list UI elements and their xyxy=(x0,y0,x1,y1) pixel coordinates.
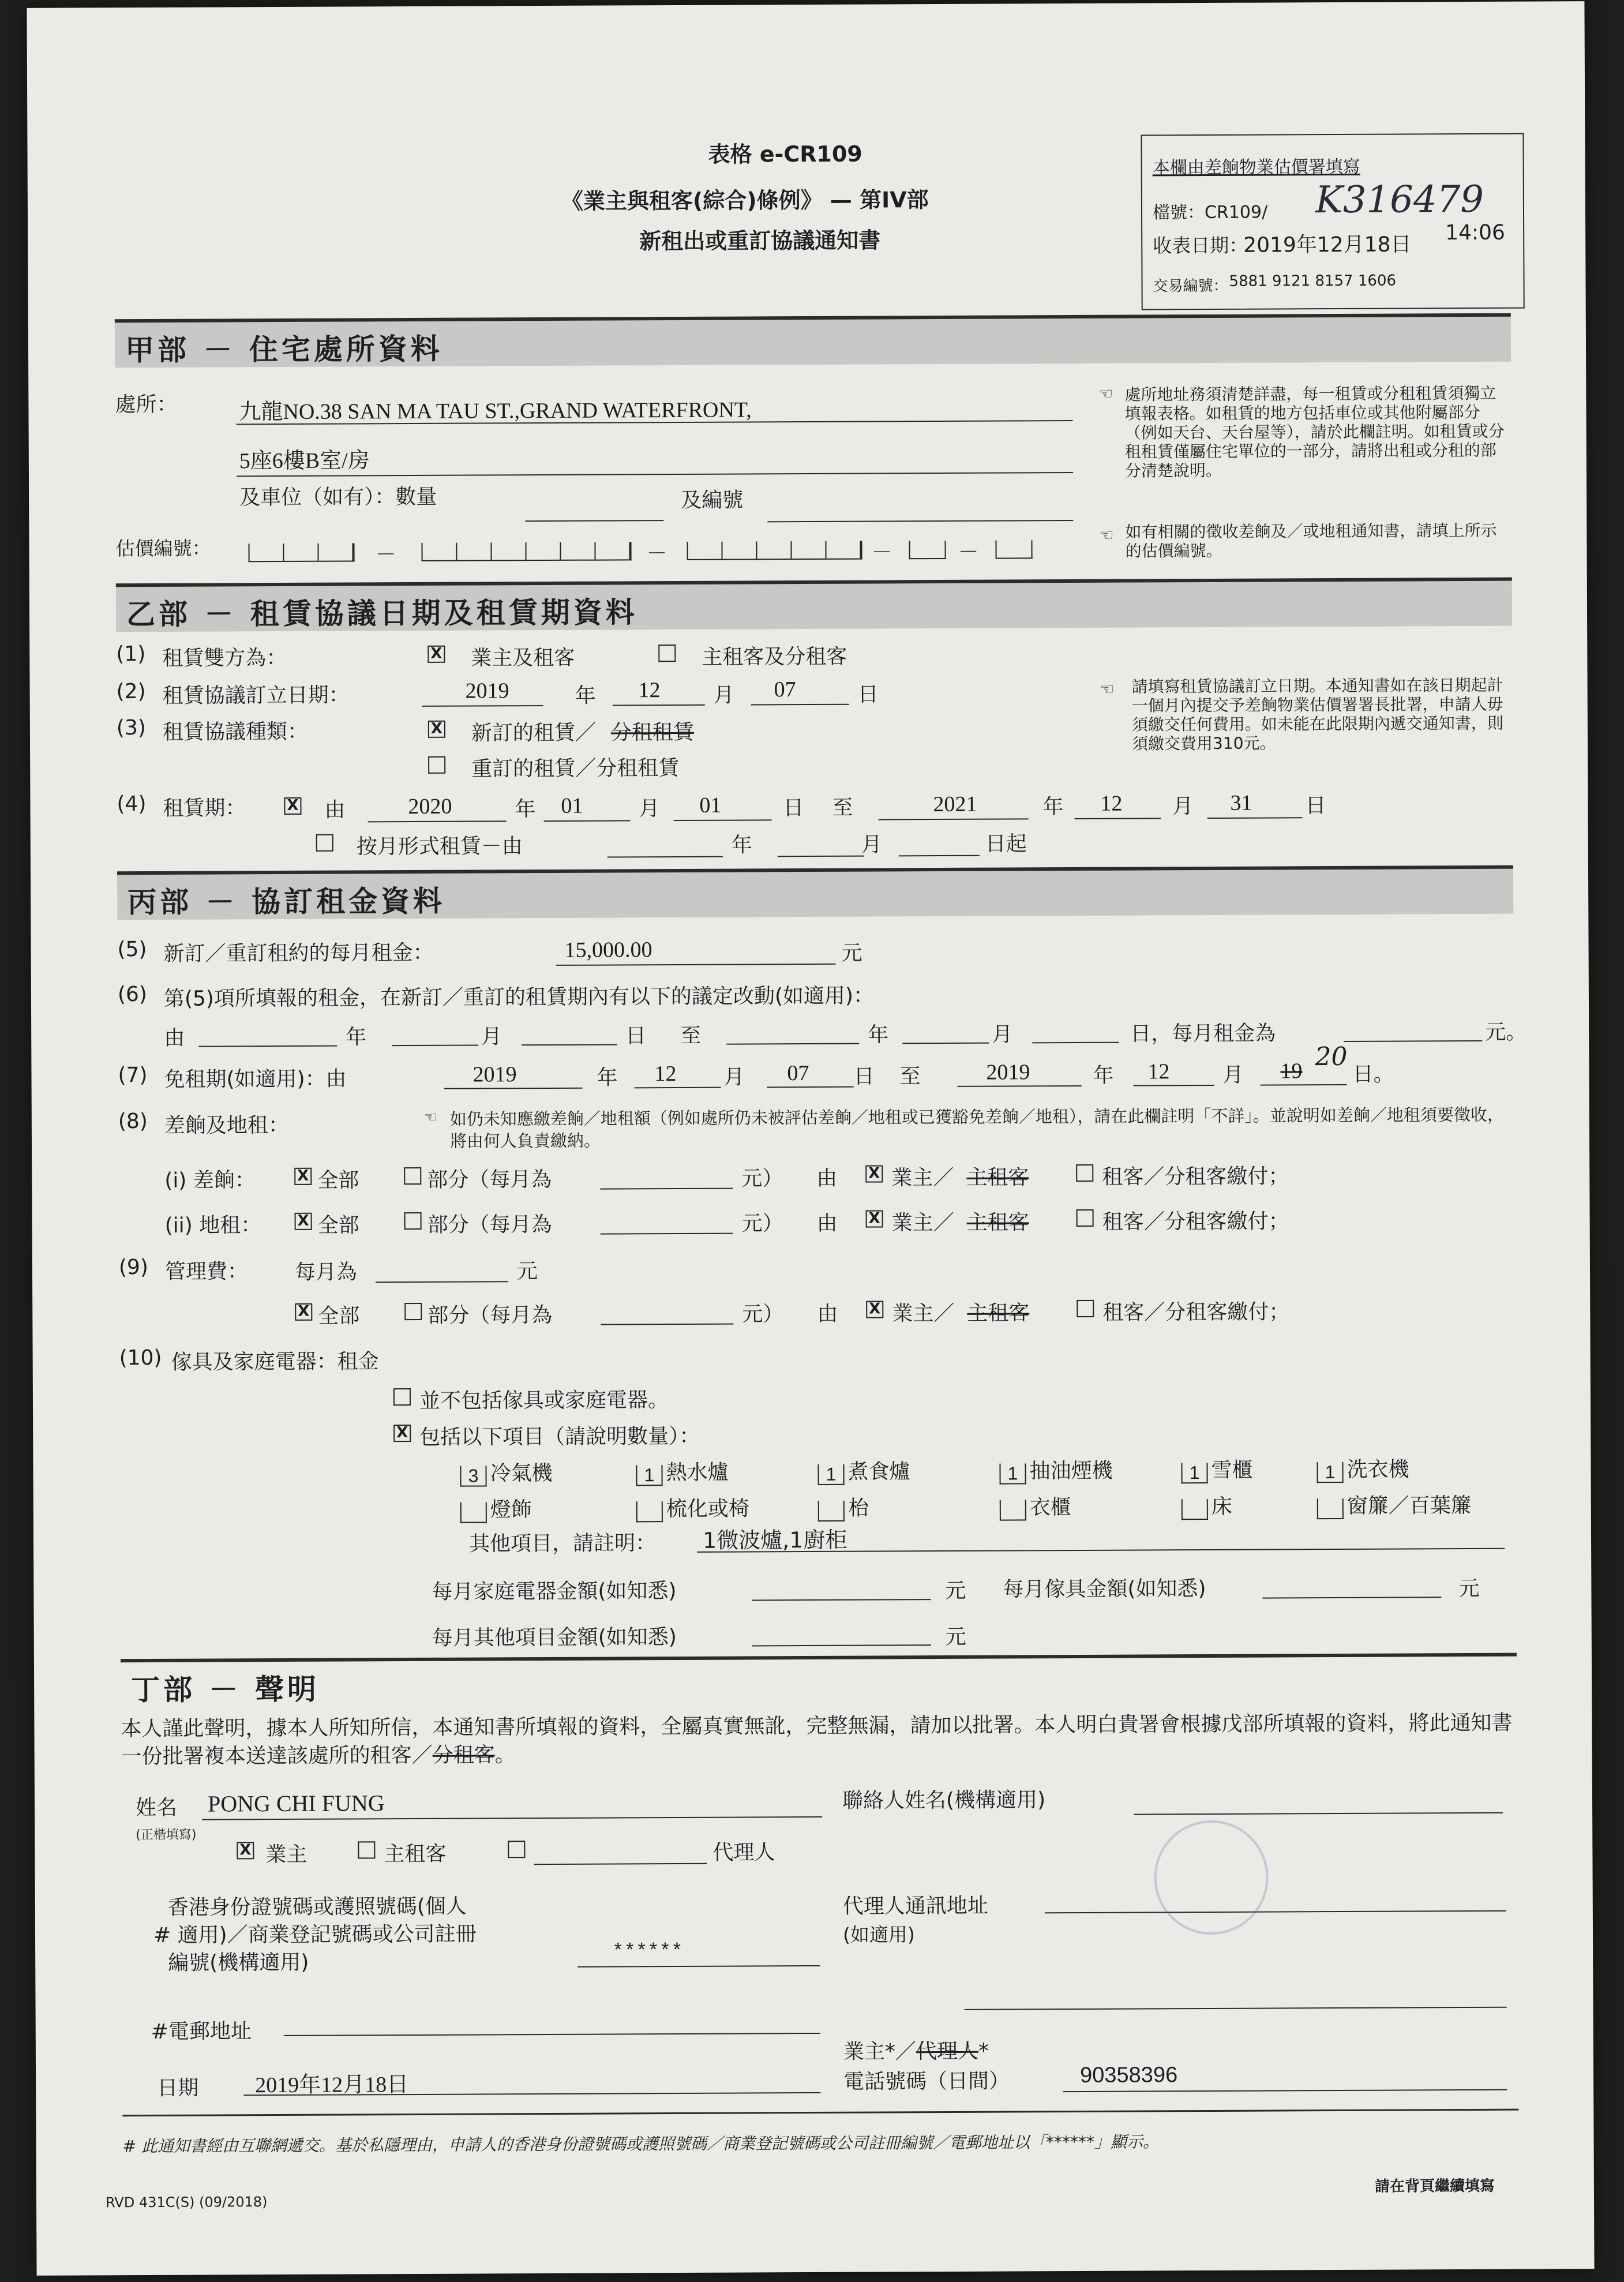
year-unit: 年 xyxy=(575,684,596,708)
q1-number: (1) xyxy=(116,642,146,666)
phone-role-label: 業主*／代理人* xyxy=(843,2039,989,2064)
ordinance-title: 《業主與租客(綜合)條例》 — 第IV部 xyxy=(561,187,929,214)
form-page xyxy=(27,1,1594,2276)
rates-full-checkbox[interactable]: X xyxy=(294,1168,312,1185)
furniture-qty-field[interactable]: 1 xyxy=(817,1464,844,1485)
rates-principal-struck: 主租客 xyxy=(966,1166,1029,1190)
rates-landlord-label: 業主／ xyxy=(891,1166,954,1190)
furniture-qty-field[interactable]: 3 xyxy=(460,1466,486,1486)
monthly-start-suffix: 日起 xyxy=(985,832,1027,856)
principal-subtenant-checkbox[interactable] xyxy=(658,644,676,662)
furniture-qty-field[interactable] xyxy=(1317,1498,1344,1519)
id-label-2: # 適用)／商業登記號碼或公司註冊 xyxy=(153,1922,477,1947)
appliance-unit: 元 xyxy=(945,1579,966,1603)
furniture-amount-field[interactable] xyxy=(1262,1597,1441,1598)
furniture-name: 洗衣機 xyxy=(1347,1457,1409,1482)
date-label: 日期 xyxy=(157,2076,199,2100)
grent-tenant-checkbox[interactable] xyxy=(1077,1209,1094,1227)
furniture-qty-field[interactable] xyxy=(818,1501,845,1522)
month-unit: 月 xyxy=(713,683,734,707)
grent-full-label: 全部 xyxy=(317,1213,359,1238)
rent-free-end-year[interactable]: 2019 xyxy=(986,1060,1030,1085)
monthly-tenancy-label: 按月形式租賃－由 xyxy=(356,834,523,859)
receipt-time: 14:06 xyxy=(1445,220,1506,245)
furniture-name: 冷氣機 xyxy=(490,1461,553,1486)
furniture-item xyxy=(460,1493,532,1523)
day-unit: 日 xyxy=(857,683,879,707)
furniture-item xyxy=(999,1455,1112,1485)
q3-option1b-struck: 分租租賃 xyxy=(610,720,695,745)
term-end-month[interactable]: 12 xyxy=(1100,791,1123,816)
address-line2[interactable]: 5座6樓B室/房 xyxy=(239,448,370,474)
furniture-item xyxy=(1000,1491,1071,1521)
mgmt-full-label: 全部 xyxy=(318,1304,360,1328)
mgmt-unit: 元 xyxy=(516,1260,538,1284)
rates-partial-unit: 元） xyxy=(741,1167,783,1191)
grent-partial-label: 部分（每月為 xyxy=(427,1212,552,1237)
furniture-item xyxy=(1181,1454,1252,1484)
furniture-qty-field[interactable]: 1 xyxy=(1317,1462,1343,1483)
term-end-day[interactable]: 31 xyxy=(1230,790,1252,815)
month-unit: 月 xyxy=(992,1022,1013,1047)
q2-label: 租賃協議訂立日期： xyxy=(162,683,350,708)
parking-number-label: 及編號 xyxy=(681,488,744,512)
form-title: 新租出或重訂協議通知書 xyxy=(639,227,881,254)
stamp-mark xyxy=(1154,1820,1269,1935)
id-label-1: 香港身份證號碼或護照號碼(個人 xyxy=(167,1894,467,1920)
furniture-qty-field[interactable] xyxy=(1182,1499,1208,1520)
phone-number[interactable]: 90358396 xyxy=(1079,2063,1178,2088)
other-amount-label: 每月其他項目金額(如知悉) xyxy=(432,1625,677,1650)
office-use-box xyxy=(1141,133,1524,310)
q7-number: (7) xyxy=(118,1063,148,1088)
q6-from-month[interactable] xyxy=(392,1045,478,1047)
rent-free-start-year[interactable]: 2019 xyxy=(472,1062,517,1087)
valuation-note: 如有相關的徵收差餉及／或地租通知書，請填上所示的估價編號。 xyxy=(1125,520,1497,561)
grent-by: 由 xyxy=(816,1211,838,1235)
q1-option2: 主租客及分租客 xyxy=(702,644,847,669)
month-unit: 月 xyxy=(723,1065,745,1089)
q10-label: 傢具及家庭電器：租金 xyxy=(171,1350,379,1374)
grent-landlord-label: 業主／ xyxy=(891,1211,954,1235)
no-furniture-checkbox[interactable] xyxy=(393,1388,411,1406)
rent-unit: 元 xyxy=(841,941,862,965)
other-items-value[interactable]: 1微波爐,1廚柜 xyxy=(702,1527,847,1553)
year-unit: 年 xyxy=(868,1023,889,1047)
year-unit: 年 xyxy=(1093,1063,1114,1088)
rent-free-start-month[interactable]: 12 xyxy=(654,1062,677,1086)
q7-label: 免租期(如適用)：由 xyxy=(164,1067,347,1092)
pointing-hand-icon: ☜ xyxy=(423,1108,438,1126)
term-start-day[interactable]: 01 xyxy=(699,793,722,818)
year-unit: 年 xyxy=(515,797,536,822)
appliance-amount-label: 每月家庭電器金額(如知悉) xyxy=(432,1579,677,1604)
mgmt-fee-field[interactable] xyxy=(376,1281,508,1283)
furniture-name: 熱水爐 xyxy=(666,1460,729,1485)
q9-label: 管理費： xyxy=(164,1260,249,1284)
furniture-qty-field[interactable] xyxy=(636,1501,663,1522)
furniture-name: 抽油煙機 xyxy=(1029,1459,1113,1483)
q6-from-day[interactable] xyxy=(522,1044,617,1046)
furniture-name: 煮食爐 xyxy=(847,1460,910,1484)
mgmt-partial-unit: 元） xyxy=(742,1302,784,1327)
grent-principal-struck: 主租客 xyxy=(966,1211,1029,1235)
furniture-item xyxy=(817,1455,910,1485)
name-label: 姓名 xyxy=(135,1796,178,1820)
rates-full-label: 全部 xyxy=(317,1168,359,1193)
q4-label: 租賃期： xyxy=(163,796,246,820)
part-a-header: 甲部 － 住宅處所資料 xyxy=(115,313,1511,368)
government-rent-label: (ii) 地租： xyxy=(164,1213,262,1238)
agent-address-field-2[interactable] xyxy=(965,2007,1507,2010)
furniture-item xyxy=(460,1457,552,1487)
mgmt-tenant-checkbox[interactable] xyxy=(1077,1300,1094,1317)
role-landlord-label: 業主 xyxy=(265,1842,307,1867)
furniture-item xyxy=(636,1492,749,1522)
q6-to: 至 xyxy=(680,1024,702,1048)
month-unit: 月 xyxy=(1222,1063,1244,1087)
q6-number: (6) xyxy=(117,983,147,1007)
grent-full-checkbox[interactable]: X xyxy=(295,1213,312,1230)
parking-qty-field[interactable] xyxy=(525,520,663,522)
file-number-label: 檔號：CR109/ xyxy=(1152,202,1268,223)
contact-person-label: 聯絡人姓名(機構適用) xyxy=(842,1788,1046,1813)
email-field[interactable] xyxy=(284,2033,820,2036)
q6-unit: 元。 xyxy=(1485,1020,1527,1044)
furniture-name: 枱 xyxy=(847,1496,869,1520)
part-c-header: 丙部 － 協訂租金資料 xyxy=(117,865,1513,920)
rates-partial-checkbox[interactable] xyxy=(404,1167,421,1185)
grent-partial-checkbox[interactable] xyxy=(404,1212,422,1230)
landlord-tenant-checkbox[interactable]: X xyxy=(427,646,445,663)
q6-to-day[interactable] xyxy=(1032,1042,1119,1044)
grent-tenant-label: 租客／分租客繳付； xyxy=(1102,1209,1289,1234)
rates-partial-field[interactable] xyxy=(600,1188,733,1190)
month-unit: 月 xyxy=(481,1025,502,1049)
furniture-amount-label: 每月傢具金額(如知悉) xyxy=(1003,1577,1206,1602)
address-line1[interactable]: 九龍NO.38 SAN MA TAU ST.,GRAND WATERFRONT, xyxy=(239,398,752,425)
role-other-checkbox[interactable] xyxy=(508,1841,525,1858)
q6-rent-label: 日，每月租金為 xyxy=(1130,1021,1276,1046)
rates-landlord-checkbox[interactable]: X xyxy=(865,1165,883,1182)
id-number[interactable]: ****** xyxy=(612,1940,683,1964)
transaction-label: 交易編號： xyxy=(1153,277,1228,295)
monthly-month-field[interactable] xyxy=(778,856,864,857)
year-unit: 年 xyxy=(731,833,752,857)
q5-number: (5) xyxy=(117,938,147,962)
q1-label: 租賃雙方為： xyxy=(162,646,287,670)
form-code: RVD 431C(S) (09/2018) xyxy=(105,2194,268,2211)
address-note: 處所地址務須清楚詳盡，每一租賃或分租租賃須獨立填報表格。如租賃的地方包括車位或其他附屬部分（例如天台、天台屋等），請於此欄註明。如租賃或分租租賃僅屬住宅單位的一部分，請將出租或分租的部分清楚說明。 xyxy=(1124,383,1505,481)
mgmt-by: 由 xyxy=(817,1302,838,1326)
q8-number: (8) xyxy=(118,1110,148,1134)
q6-rent-field[interactable] xyxy=(1344,1040,1482,1042)
agreement-date-note: 請填寫租賃協議訂立日期。本通知書如在該日期起計一個月內提交予差餉物業估價署署長批署，申請人毋須繳交任何費用。如未能在此限期內遞交通知書，則須繳交費用310元。 xyxy=(1131,675,1503,754)
mgmt-partial-checkbox[interactable] xyxy=(404,1303,422,1320)
grent-partial-unit: 元） xyxy=(741,1212,783,1236)
furniture-name: 衣櫃 xyxy=(1029,1496,1071,1520)
furniture-name: 窗簾／百葉簾 xyxy=(1347,1494,1472,1518)
mgmt-principal-struck: 主租客 xyxy=(967,1301,1030,1325)
mgmt-partial-field[interactable] xyxy=(601,1324,733,1325)
q3-number: (3) xyxy=(116,716,146,740)
receipt-date-label: 收表日期： xyxy=(1153,234,1248,257)
role-principal-label: 主租客 xyxy=(384,1842,447,1867)
monthly-day-field[interactable] xyxy=(899,855,980,857)
part-d-header: 丁部 － 聲明 xyxy=(121,1653,1517,1708)
no-furniture-label: 並不包括傢具或家庭電器。 xyxy=(419,1388,669,1413)
declarant-name[interactable]: PONG CHI FUNG xyxy=(207,1790,385,1817)
q8-note: 如仍未知應繳差餉／地租額（例如處所仍未被評估差餉／地租或已獲豁免差餉／地租），請在此欄註明「不詳」。並說明如差餉／地租須要徵收，將由何人負責繳納。 xyxy=(449,1104,1504,1151)
rent-free-end-day[interactable]: 20 xyxy=(1315,1041,1348,1072)
mgmt-full-checkbox[interactable]: X xyxy=(295,1303,312,1321)
year-unit: 年 xyxy=(597,1066,618,1090)
q4-number: (4) xyxy=(117,792,147,816)
q6-from: 由 xyxy=(164,1026,185,1050)
agreement-month[interactable]: 12 xyxy=(638,678,661,703)
term-from: 由 xyxy=(324,798,346,822)
phone-label: 電話號碼（日間） xyxy=(843,2069,1010,2094)
month-unit: 月 xyxy=(1172,795,1194,819)
q3-option2: 重訂的租賃／分租租賃 xyxy=(471,756,680,781)
name-hint: (正楷填寫) xyxy=(136,1827,197,1843)
q7-to: 至 xyxy=(899,1065,921,1089)
q8-label: 差餉及地租： xyxy=(164,1113,289,1138)
mgmt-landlord-label: 業主／ xyxy=(892,1301,955,1326)
q6-to-month[interactable] xyxy=(902,1043,989,1044)
furniture-name: 燈飾 xyxy=(490,1498,532,1522)
year-unit: 年 xyxy=(346,1025,367,1050)
role-principal-checkbox[interactable] xyxy=(358,1841,375,1858)
furniture-qty-field[interactable] xyxy=(1000,1500,1026,1520)
role-agent-label: 代理人 xyxy=(712,1841,775,1865)
office-box-caption: 本欄由差餉物業估價署填寫 xyxy=(1152,156,1360,178)
mgmt-landlord-checkbox[interactable]: X xyxy=(866,1301,883,1318)
q5-label: 新訂／重訂租約的每月租金： xyxy=(163,940,434,966)
monthly-tenancy-checkbox[interactable] xyxy=(316,834,333,852)
year-unit: 年 xyxy=(1042,795,1064,819)
valuation-label: 估價編號： xyxy=(115,537,211,560)
furniture-item xyxy=(636,1456,728,1486)
furniture-name: 床 xyxy=(1211,1494,1232,1519)
with-furniture-checkbox[interactable]: X xyxy=(393,1425,411,1442)
continue-overleaf: 請在背頁繼續填寫 xyxy=(1374,2177,1495,2195)
rent-free-start-day[interactable]: 07 xyxy=(787,1061,809,1086)
rates-partial-label: 部分（每月為 xyxy=(427,1167,552,1192)
q3-label: 租賃協議種類： xyxy=(162,720,309,744)
agent-address-field[interactable] xyxy=(1045,1910,1506,1913)
monthly-year-field[interactable] xyxy=(607,856,723,858)
agreement-year[interactable]: 2019 xyxy=(465,679,509,703)
rates-by: 由 xyxy=(816,1166,838,1190)
day-unit: 日 xyxy=(783,796,804,820)
furniture-item xyxy=(1317,1489,1472,1519)
fixed-term-checkbox[interactable]: X xyxy=(284,797,301,815)
q6-label: 第(5)項所填報的租金，在新訂／重訂的租賃期內有以下的議定改動(如適用)： xyxy=(163,984,875,1011)
email-label: #電郵地址 xyxy=(151,2019,252,2044)
agent-address-hint: (如適用) xyxy=(842,1923,915,1946)
privacy-note: # 此通知書經由互聯網遞交。基於私隱理由，申請人的香港身份證號碼或護照號碼／商業登記號碼或公司註冊編號／電郵地址以「******」顯示。 xyxy=(122,2132,1160,2156)
day-unit: 日 xyxy=(625,1024,647,1048)
contact-person-field[interactable] xyxy=(1134,1812,1503,1815)
pointing-hand-icon: ☜ xyxy=(1100,679,1115,699)
furniture-qty-field[interactable]: 1 xyxy=(636,1465,662,1486)
q9-number: (9) xyxy=(118,1256,149,1280)
term-to: 至 xyxy=(832,796,853,820)
grent-landlord-checkbox[interactable]: X xyxy=(866,1210,883,1227)
day-unit: 日 xyxy=(1305,794,1326,818)
grent-partial-field[interactable] xyxy=(601,1233,733,1235)
pointing-hand-icon: ☜ xyxy=(1099,525,1114,545)
furniture-item xyxy=(1317,1453,1409,1483)
role-landlord-checkbox[interactable]: X xyxy=(237,1842,254,1859)
file-number: K316479 xyxy=(1315,178,1484,222)
q6-to-year[interactable] xyxy=(726,1043,859,1045)
declaration-text: 本人謹此聲明，據本人所知所信，本通知書所填報的資料，全屬真實無訛，完整無漏，請加以批署。本人明白貴署會根據戊部所填報的資料，將此通知書一份批署複本送達該處所的租客／分租客。 xyxy=(121,1711,1513,1769)
q1-option1: 業主及租客 xyxy=(471,646,575,670)
other-unit: 元 xyxy=(945,1625,966,1649)
rent-free-end-month[interactable]: 12 xyxy=(1147,1059,1170,1084)
q10-number: (10) xyxy=(119,1346,162,1370)
mgmt-partial-label: 部分（每月為 xyxy=(427,1303,553,1328)
rates-tenant-label: 租客／分租客繳付； xyxy=(1102,1164,1289,1189)
receipt-date: 2019年12月18日 xyxy=(1243,233,1412,257)
furniture-qty-field[interactable]: 1 xyxy=(999,1463,1026,1484)
furniture-name: 梳化或椅 xyxy=(666,1497,749,1522)
q6-from-year[interactable] xyxy=(198,1046,337,1047)
furniture-item xyxy=(1182,1490,1232,1520)
appliance-amount-field[interactable] xyxy=(752,1599,931,1601)
id-label-3: 編號(機構適用) xyxy=(168,1950,309,1975)
role-other-field[interactable] xyxy=(534,1863,707,1865)
furniture-qty-field[interactable]: 1 xyxy=(1181,1463,1207,1483)
rent-free-end-day-struck: 19 xyxy=(1280,1059,1303,1084)
q7-suffix: 日。 xyxy=(1352,1062,1394,1086)
agreement-day[interactable]: 07 xyxy=(774,677,796,702)
month-unit: 月 xyxy=(861,833,882,857)
with-furniture-label: 包括以下項目（請說明數量）： xyxy=(419,1424,700,1449)
other-items-label: 其他項目，請註明： xyxy=(468,1531,657,1556)
valuation-number-field[interactable]: － － － － xyxy=(27,1,1584,8)
other-amount-field[interactable] xyxy=(752,1644,931,1646)
furniture-qty-field[interactable] xyxy=(460,1502,487,1523)
agent-address-label: 代理人通訊地址 xyxy=(842,1894,988,1918)
month-unit: 月 xyxy=(639,797,660,821)
q3-option1a: 新訂的租賃／ xyxy=(471,721,597,745)
renewal-checkbox[interactable] xyxy=(428,756,445,774)
day-unit: 日 xyxy=(853,1065,875,1089)
furniture-item xyxy=(818,1492,869,1522)
term-start-year[interactable]: 2020 xyxy=(408,794,452,819)
term-start-month[interactable]: 01 xyxy=(561,793,583,818)
part-b-header: 乙部 － 租賃協議日期及租賃期資料 xyxy=(116,578,1512,632)
rates-label: (i) 差餉： xyxy=(164,1168,256,1193)
term-end-year[interactable]: 2021 xyxy=(933,792,977,817)
signing-date[interactable]: 2019年12月18日 xyxy=(255,2073,409,2098)
mgmt-monthly-label: 每月為 xyxy=(294,1260,358,1284)
parking-number-field[interactable] xyxy=(767,520,1073,522)
q2-number: (2) xyxy=(116,680,146,704)
furniture-name: 雪櫃 xyxy=(1211,1458,1253,1482)
parking-label: 及車位（如有）：數量 xyxy=(239,485,437,510)
mgmt-tenant-label: 租客／分租客繳付； xyxy=(1102,1300,1290,1325)
rates-tenant-checkbox[interactable] xyxy=(1076,1164,1093,1182)
form-number: 表格 e-CR109 xyxy=(708,141,862,167)
monthly-rent[interactable]: 15,000.00 xyxy=(564,938,652,962)
address-label: 處所： xyxy=(115,392,178,417)
furniture-unit: 元 xyxy=(1458,1576,1480,1601)
new-tenancy-checkbox[interactable]: X xyxy=(428,721,445,738)
pointing-hand-icon: ☜ xyxy=(1098,384,1113,403)
transaction-number: 5881 9121 8157 1606 xyxy=(1229,272,1397,290)
